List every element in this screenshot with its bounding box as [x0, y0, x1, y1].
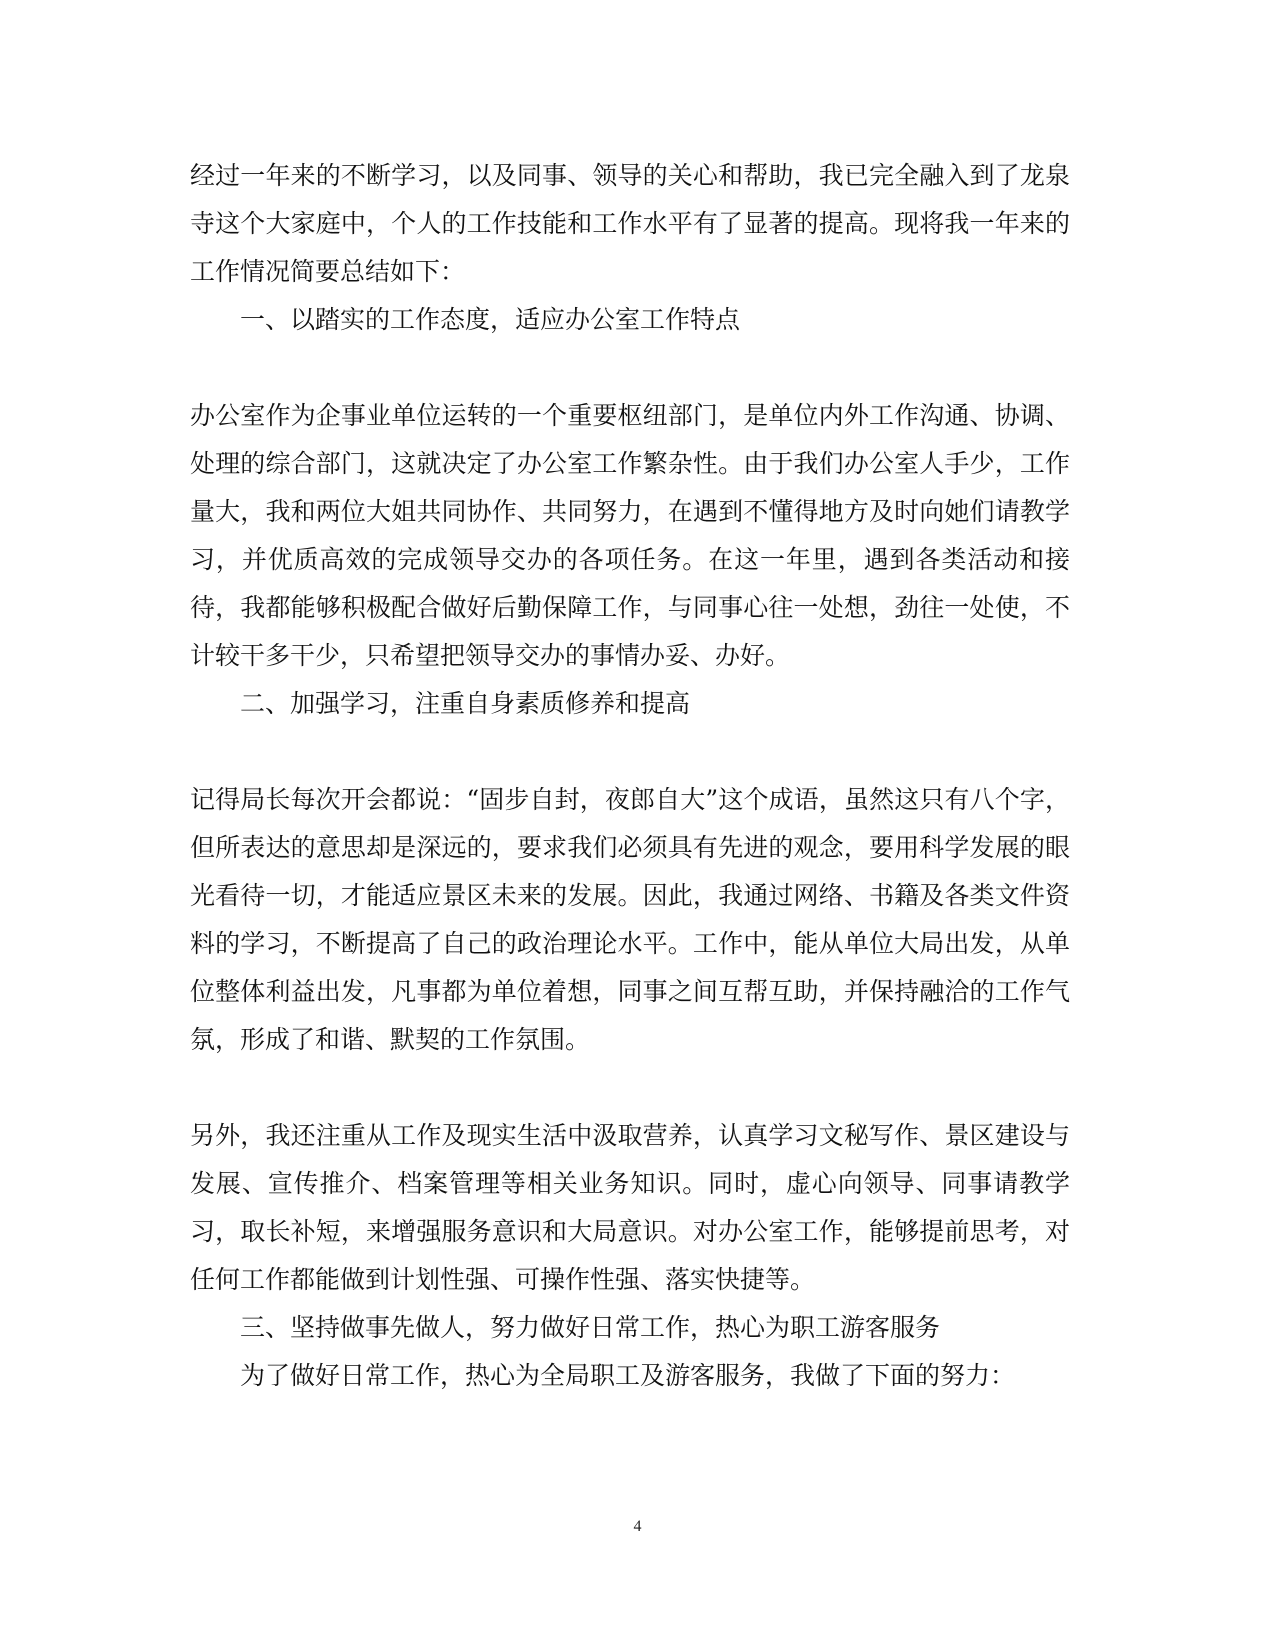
paragraph-study: 记得局长每次开会都说：“固步自封，夜郎自大”这个成语，虽然这只有八个字，但所表达的意思却是深远的，要求我们必须具有先进的观念，要用科学发展的眼光看待一切，才能适应景区未来的发展。因此，我通过网络、书籍及各类文件资料的学习，不断提高了自己的政治理论水平。工作中，能从单位大局出发，从单位整体利益出发，凡事都为单位着想，同事之间互帮互助，并保持融洽的工作气氛，形成了和谐、默契的工作氛围。: [190, 785, 1070, 1054]
page-number: 4: [633, 1518, 642, 1535]
section-heading-1: 一、以踏实的工作态度，适应办公室工作特点: [240, 305, 741, 334]
paragraph-additional-study: 另外，我还注重从工作及现实生活中汲取营养，认真学习文秘写作、景区建设与发展、宣传推介、档案管理等相关业务知识。同时，虚心向领导、同事请教学习，取长补短，来增强服务意识和大局意识。对办公室工作，能够提前思考，对任何工作都能做到计划性强、可操作性强、落实快捷等。: [190, 1121, 1070, 1294]
paragraph-daily-work: 为了做好日常工作，热心为全局职工及游客服务，我做了下面的努力：: [240, 1361, 1016, 1390]
paragraph-office-work: 办公室作为企事业单位运转的一个重要枢纽部门，是单位内外工作沟通、协调、处理的综合部门，这就决定了办公室工作繁杂性。由于我们办公室人手少，工作量大，我和两位大姐共同协作、共同努力，在遇到不懂得地方及时向她们请教学习，并优质高效的完成领导交办的各项任务。在这一年里，遇到各类活动和接待，我都能够积极配合做好后勤保障工作，与同事心往一处想，劲往一处使，不计较干多干少，只希望把领导交办的事情办妥、办好。: [190, 401, 1070, 670]
document-body: [190, 152, 1070, 1400]
section-heading-2: 二、加强学习，注重自身素质修养和提高: [240, 689, 691, 718]
section-heading-3: 三、坚持做事先做人，努力做好日常工作，热心为职工游客服务: [240, 1313, 941, 1342]
paragraph-intro: 经过一年来的不断学习，以及同事、领导的关心和帮助，我已完全融入到了龙泉寺这个大家庭中，个人的工作技能和工作水平有了显著的提高。现将我一年来的工作情况简要总结如下：: [190, 161, 1070, 286]
